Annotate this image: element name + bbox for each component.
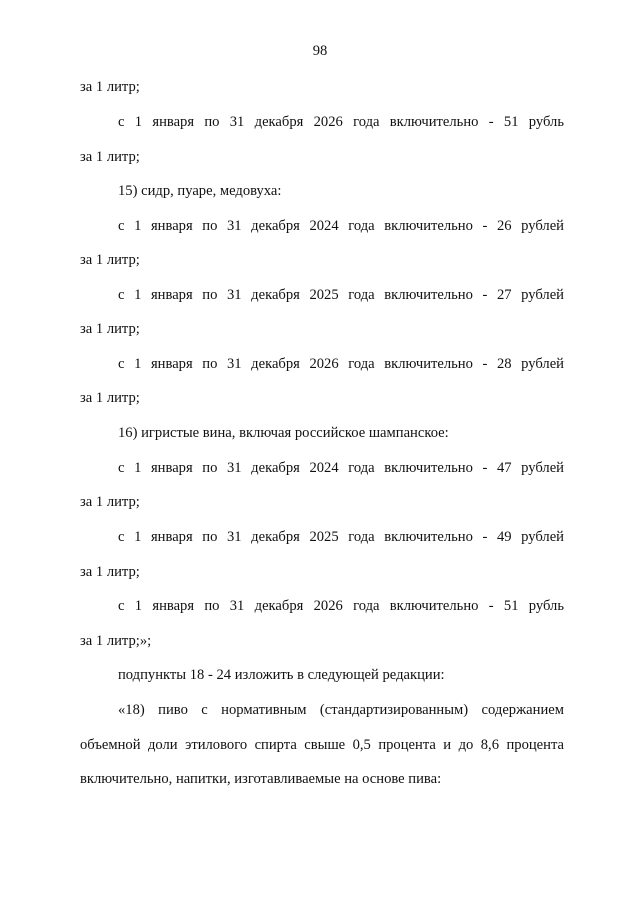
text-line: включительно, напитки, изготавливаемые на основе пива: <box>80 771 442 787</box>
text-line: за 1 литр;»; <box>80 633 152 649</box>
text-line: 16) игристые вина, включая российское шампанское: <box>118 425 449 441</box>
text-line: за 1 литр; <box>80 321 140 337</box>
text-line: объемной доли этилового спирта свыше 0,5 процента и до 8,6 процента <box>80 737 564 753</box>
text-line: с 1 января по 31 декабря 2026 года включительно - 51 рубль <box>118 598 564 614</box>
text-line: с 1 января по 31 декабря 2026 года включительно - 28 рублей <box>118 356 564 372</box>
text-line: за 1 литр; <box>80 564 140 580</box>
text-line: за 1 литр; <box>80 252 140 268</box>
text-line: с 1 января по 31 декабря 2024 года включительно - 47 рублей <box>118 460 564 476</box>
text-line: с 1 января по 31 декабря 2025 года включительно - 49 рублей <box>118 529 564 545</box>
text-line: с 1 января по 31 декабря 2026 года включительно - 51 рубль <box>118 114 564 130</box>
text-line: за 1 литр; <box>80 494 140 510</box>
text-line: с 1 января по 31 декабря 2025 года включительно - 27 рублей <box>118 287 564 303</box>
text-line: 15) сидр, пуаре, медовуха: <box>118 183 282 199</box>
text-line: «18) пиво с нормативным (стандартизированным) содержанием <box>118 702 564 718</box>
text-line: с 1 января по 31 декабря 2024 года включительно - 26 рублей <box>118 218 564 234</box>
page-number: 98 <box>312 43 328 59</box>
text-line: за 1 литр; <box>80 390 140 406</box>
text-line: за 1 литр; <box>80 79 140 95</box>
text-line: за 1 литр; <box>80 149 140 165</box>
text-line: подпункты 18 - 24 изложить в следующей редакции: <box>118 667 445 683</box>
